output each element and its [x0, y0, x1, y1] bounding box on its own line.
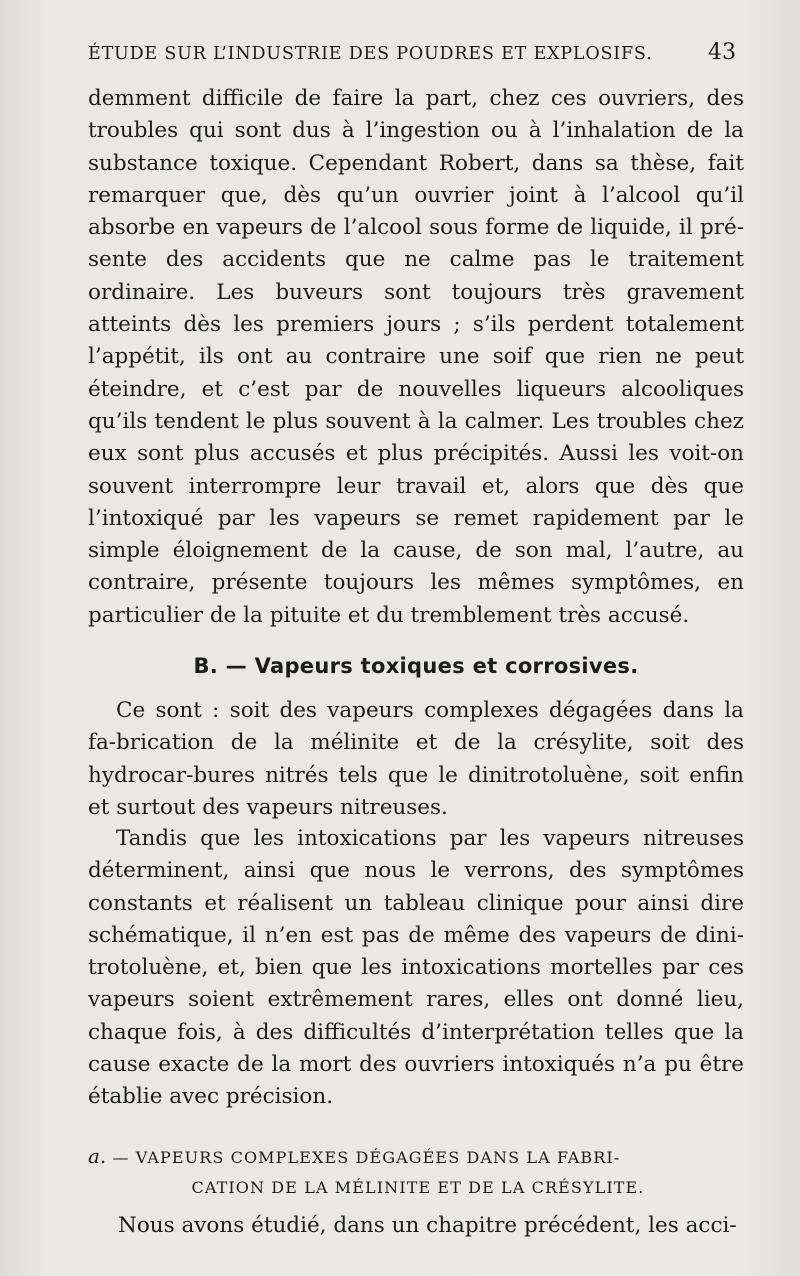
subsection-heading-line-1: [88, 1141, 748, 1173]
subsection-title-part-2: CATION DE LA MÉLINITE ET DE LA CRÉSYLITE.: [191, 1178, 645, 1197]
subsection-letter: a.: [88, 1144, 107, 1168]
paragraph-1: demment difficile de faire la part, chez ces ouvriers, des troubles qui sont dus à l’ingestion ou à l’inhalation de la substance toxique. Cependant Robert, dans sa thèse, fait remarquer que, dès qu’un ouvrier joint à l’alcool qu’il absorbe en vapeurs de l’alcool sous forme de liquide, il pré-sente des accidents que ne calme pas le traitement ordinaire. Les buveurs sont toujours très gravement atteints dès les premiers jours ; s’ils perdent totalement l’appétit, ils ont au contraire une soif que rien ne peut éteindre, et c’est par de nouvelles liqueurs alcooliques qu’ils tendent le plus souvent à la calmer. Les troubles chez eux sont plus accusés et plus précipités. Aussi les voit-on souvent interrompre leur travail et, alors que dès que l’intoxiqué par les vapeurs se remet rapidement par le simple éloignement de la cause, de son mal, l’autre, au contraire, présente toujours les mêmes symptômes, en particulier de la pituite et du tremblement très accusé.: [88, 86, 744, 628]
subsection-heading: [88, 1141, 748, 1203]
paragraph-2: Ce sont : soit des vapeurs complexes dégagées dans la fa-brication de la mélinite et de la crésylite, soit des hydrocar-bures nitrés tels que le dinitrotoluène, soit enfin et surtout des vapeurs nitreuses.: [88, 698, 744, 820]
running-title: ÉTUDE SUR L’INDUSTRIE DES POUDRES ET EXPLOSIFS.: [88, 44, 653, 64]
page-header: [88, 38, 748, 72]
subsection-title-part-1: — VAPEURS COMPLEXES DÉGAGÉES DANS LA FABRI-: [112, 1148, 621, 1167]
section-heading: B. — Vapeurs toxiques et corrosives.: [193, 654, 639, 678]
paragraph-3: Tandis que les intoxications par les vapeurs nitreuses déterminent, ainsi que nous le verrons, des symptômes constants et réalisent un tableau clinique pour ainsi dire schématique, il n’en est pas de même des vapeurs de dini-trotoluène, et, bien que les intoxications mortelles par ces vapeurs soient extrêmement rares, elles ont donné lieu, chaque fois, à des difficultés d’interprétation telles que la cause exacte de la mort des ouvriers intoxiqués n’a pu être établie avec précision.: [88, 826, 744, 1110]
page-number: 43: [708, 40, 736, 65]
paragraph-4: Nous avons étudié, dans un chapitre précédent, les acci-: [118, 1213, 737, 1238]
